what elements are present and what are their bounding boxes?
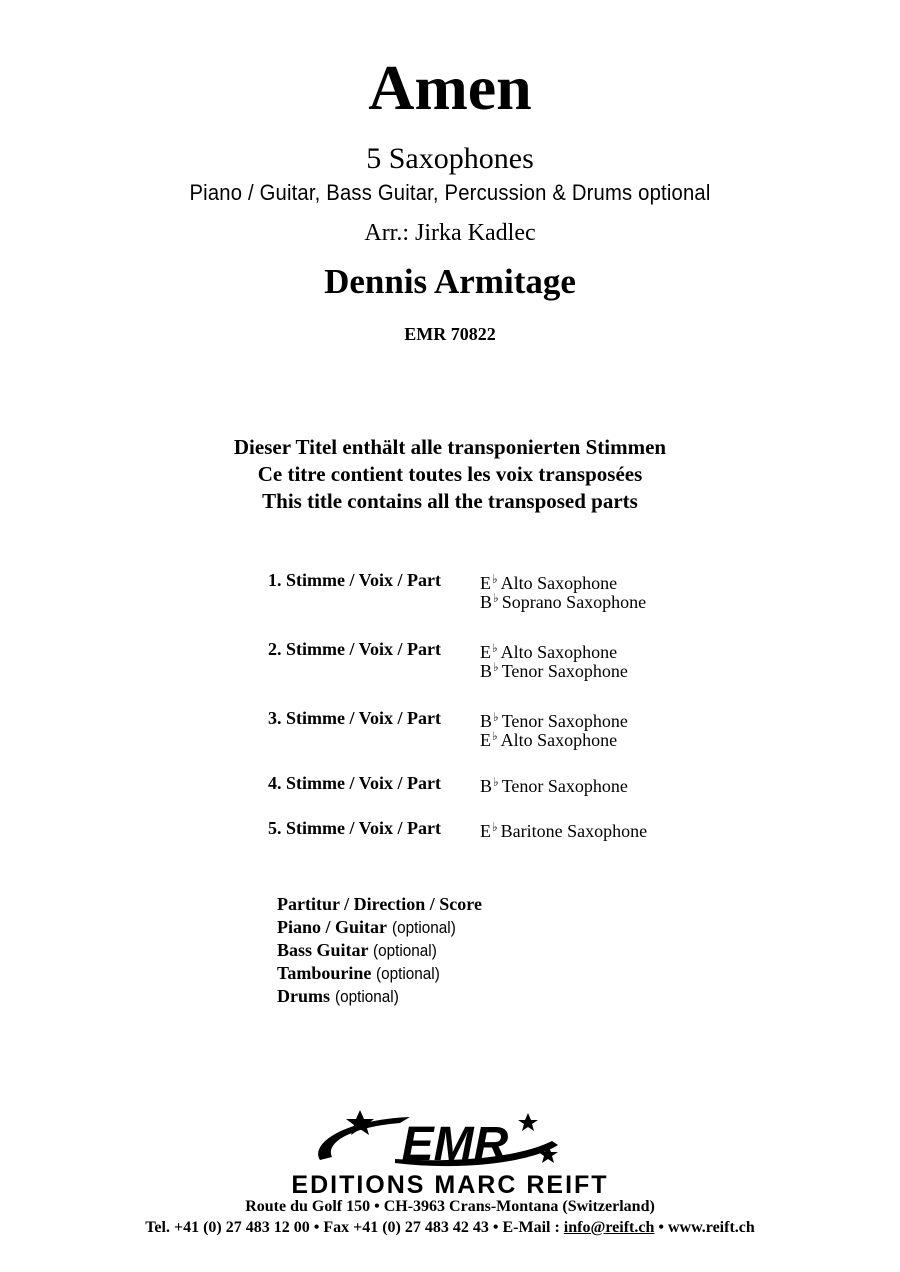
flat-icon: ♭ [492, 729, 498, 743]
flat-icon: ♭ [493, 660, 499, 674]
instrumentation: Piano / Guitar, Bass Guitar, Percussion & Drums optional [189, 180, 711, 205]
part-instrument: B♭ Soprano Saxophone [480, 591, 647, 612]
extras-item: Partitur / Direction / Score [277, 894, 482, 914]
part-label: 3. Stimme / Voix / Part [268, 708, 441, 728]
publisher-address: Route du Golf 150 • CH-3963 Crans-Montana (Switzerland) [245, 1198, 655, 1215]
extras-item: Drums (optional) [277, 986, 399, 1006]
transposed-notice [0, 434, 900, 515]
flat-icon: ♭ [493, 775, 499, 789]
flat-icon: ♭ [492, 820, 498, 834]
flat-icon: ♭ [492, 572, 498, 586]
part-instrument: B♭ Tenor Saxophone [480, 710, 628, 731]
notice-german: Dieser Titel enthält alle transponierten Stimmen [233, 435, 667, 459]
logo-text: EMR [401, 1118, 509, 1171]
notice-french: Ce titre contient toutes les voix transposées [257, 462, 643, 486]
emr-logo [300, 1105, 600, 1175]
extras-list [277, 893, 482, 1008]
flat-icon: ♭ [493, 591, 499, 605]
part-instrument: E♭ Alto Saxophone [480, 729, 618, 750]
publisher-contact: Tel. +41 (0) 27 483 12 00 • Fax +41 (0) 27 483 42 43 • E-Mail : info@reift.ch • www.reift.ch [145, 1219, 755, 1236]
part-instrument: E♭ Alto Saxophone [480, 641, 618, 662]
arranger: Arr.: Jirka Kadlec [364, 220, 536, 246]
part-instrument: B♭ Tenor Saxophone [480, 775, 628, 796]
part-instrument: E♭ Baritone Saxophone [480, 820, 648, 841]
part-instrument: B♭ Tenor Saxophone [480, 660, 628, 681]
catalog-number: EMR 70822 [404, 324, 496, 344]
flat-icon: ♭ [493, 710, 499, 724]
flat-icon: ♭ [492, 641, 498, 655]
extras-item: Tambourine (optional) [277, 963, 440, 983]
subtitle: 5 Saxophones [366, 142, 534, 175]
composer: Dennis Armitage [324, 262, 576, 301]
part-label: 4. Stimme / Voix / Part [268, 773, 441, 793]
extras-item: Bass Guitar (optional) [277, 940, 437, 960]
part-label: 2. Stimme / Voix / Part [268, 639, 441, 659]
email-link[interactable]: info@reift.ch [563, 1219, 655, 1236]
notice-english: This title contains all the transposed parts [262, 489, 638, 513]
extras-item: Piano / Guitar (optional) [277, 917, 456, 937]
part-label: 5. Stimme / Voix / Part [268, 818, 441, 838]
publisher-name: EDITIONS MARC REIFT [291, 1171, 609, 1199]
part-instrument: E♭ Alto Saxophone [480, 572, 618, 593]
page-title: Amen [368, 52, 532, 123]
part-label: 1. Stimme / Voix / Part [268, 570, 441, 590]
